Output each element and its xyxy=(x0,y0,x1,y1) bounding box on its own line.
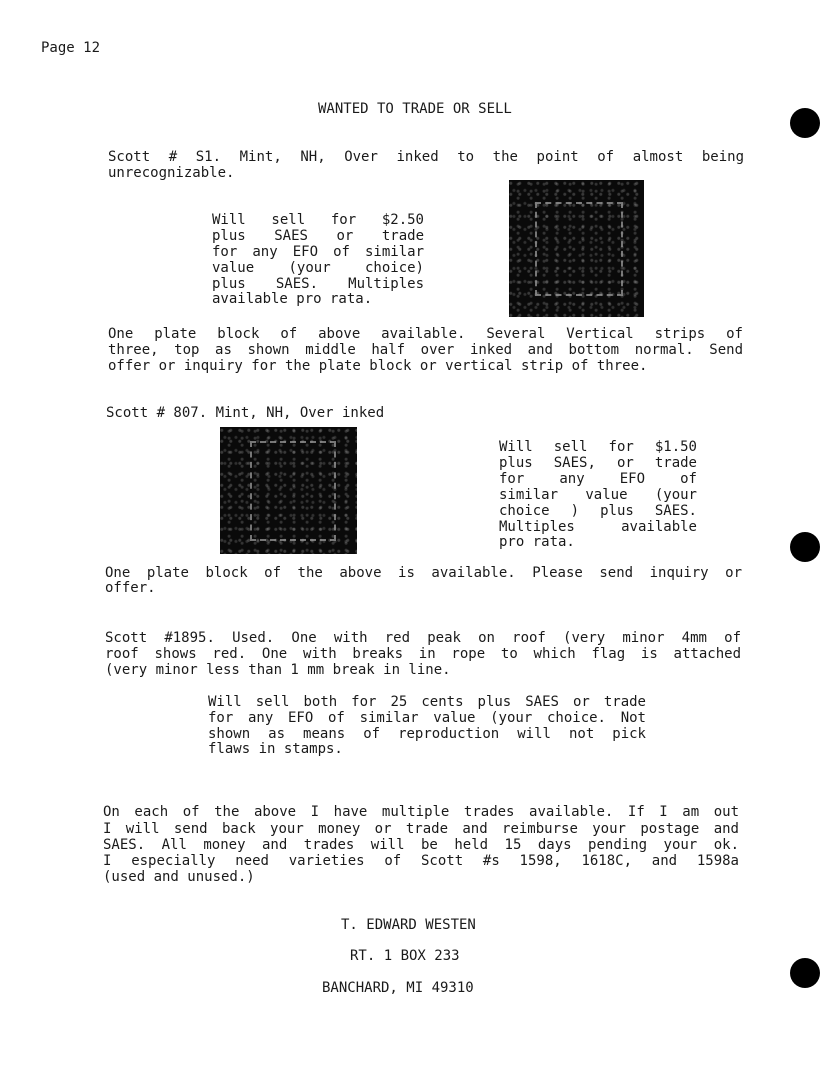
item2-offer-line: plus SAES, or trade xyxy=(499,455,697,471)
item1-offer-line: for any EFO of similar xyxy=(212,244,424,260)
item2-offer-line: pro rata. xyxy=(499,534,575,550)
stamp-image-s1 xyxy=(509,180,644,317)
page-title: WANTED TO TRADE OR SELL xyxy=(318,101,512,117)
closing-line-2: I will send back your money or trade and reimburse your postage and xyxy=(103,821,739,837)
item3-offer-line: shown as means of reproduction will not pick xyxy=(208,726,646,742)
closing-line-3: SAES. All money and trades will be held 15 days pending your ok. xyxy=(103,837,739,853)
item3-heading-line-3: (very minor less than 1 mm break in line. xyxy=(105,662,451,678)
address-street: RT. 1 BOX 233 xyxy=(350,948,460,964)
item1-offer xyxy=(212,212,424,308)
item2-offer-line: Will sell for $1.50 xyxy=(499,439,697,455)
stamp-image-807 xyxy=(220,427,357,554)
item1-offer-line: value (your choice) xyxy=(212,260,424,276)
item3-offer-line: Will sell both for 25 cents plus SAES or trade xyxy=(208,694,646,710)
item3-offer-line: for any EFO of similar value (your choice. Not xyxy=(208,710,646,726)
item1-offer-line: plus SAES or trade xyxy=(212,228,424,244)
closing-line-1: On each of the above I have multiple trades available. If I am out xyxy=(103,804,739,820)
item1-note-line-3: offer or inquiry for the plate block or vertical strip of three. xyxy=(108,358,648,374)
item2-note-line-1: One plate block of the above is available. Please send inquiry or xyxy=(105,565,742,581)
item2-note-line-2: offer. xyxy=(105,580,156,596)
punch-hole-top xyxy=(790,108,820,138)
item1-heading-line-2: unrecognizable. xyxy=(108,165,235,181)
item3-offer xyxy=(208,694,646,758)
item3-offer-line: flaws in stamps. xyxy=(208,741,343,757)
item1-heading-line-1: Scott # S1. Mint, NH, Over inked to the point of almost being xyxy=(108,149,744,165)
item2-offer-line: choice ) plus SAES. xyxy=(499,503,697,519)
item1-note-line-1: One plate block of above available. Several Vertical strips of xyxy=(108,326,743,342)
punch-hole-bottom xyxy=(790,958,820,988)
item3-heading-line-1: Scott #1895. Used. One with red peak on roof (very minor 4mm of xyxy=(105,630,741,646)
item1-offer-line: available pro rata. xyxy=(212,291,373,307)
item2-heading: Scott # 807. Mint, NH, Over inked xyxy=(106,405,385,421)
item2-offer-line: Multiples available xyxy=(499,519,697,535)
item1-offer-line: Will sell for $2.50 xyxy=(212,212,424,228)
item2-offer-line: similar value (your xyxy=(499,487,697,503)
address-name: T. EDWARD WESTEN xyxy=(341,917,476,933)
address-city: BANCHARD, MI 49310 xyxy=(322,980,474,996)
item1-note-line-2: three, top as shown middle half over inked and bottom normal. Send xyxy=(108,342,743,358)
item2-offer-line: for any EFO of xyxy=(499,471,697,487)
item1-offer-line: plus SAES. Multiples xyxy=(212,276,424,292)
closing-line-4: I especially need varieties of Scott #s 1598, 1618C, and 1598a xyxy=(103,853,739,869)
closing-line-5: (used and unused.) xyxy=(103,869,255,885)
item3-heading-line-2: roof shows red. One with breaks in rope to which flag is attached xyxy=(105,646,741,662)
page-number: Page 12 xyxy=(41,40,101,56)
item2-offer xyxy=(499,439,697,551)
punch-hole-middle xyxy=(790,532,820,562)
